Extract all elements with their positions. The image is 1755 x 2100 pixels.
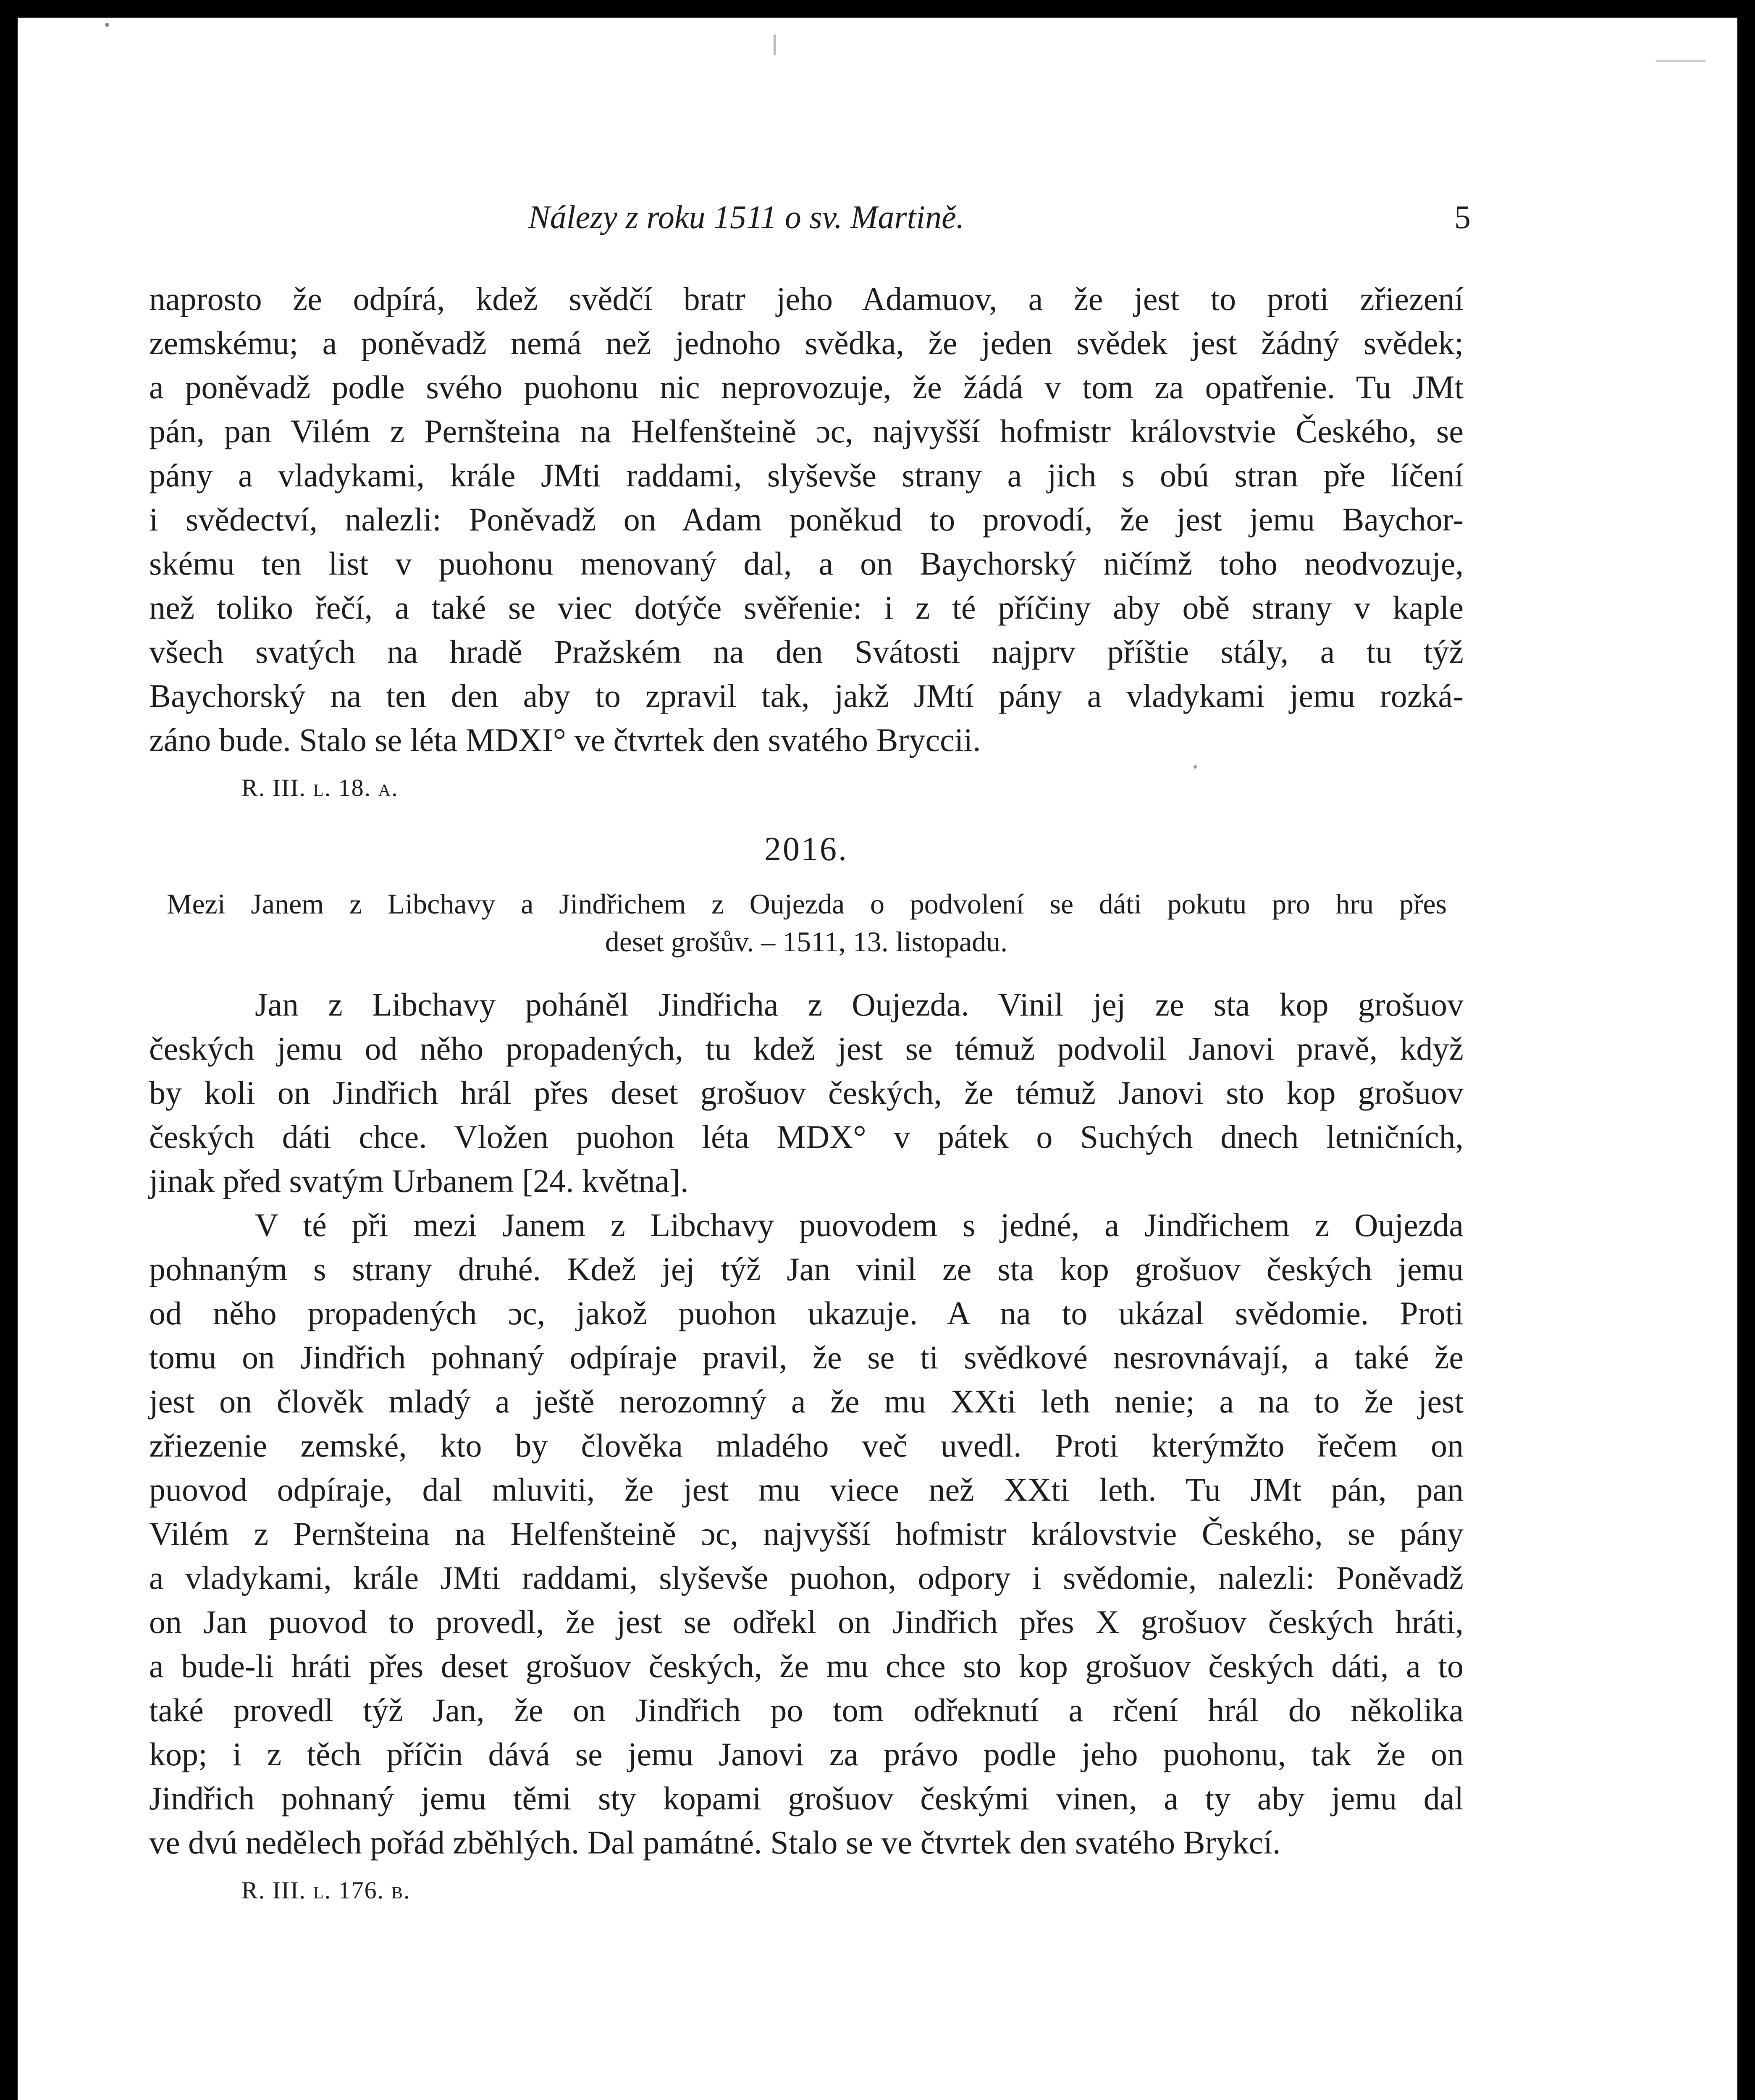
text-line: Jan z Libchavy poháněl Jindřicha z Oujezda. Vinil jej ze sta kop grošuov [255, 986, 1464, 1023]
text-line: pán, pan Vilém z Pernšteina na Helfenšteině ɔc, najvyšší hofmistr královstvie Českého, se [149, 413, 1464, 449]
text-line: on Jan puovod to provedl, že jest se odřekl on Jindřich přes X grošuov českých hráti, [149, 1604, 1464, 1640]
text-line: ve dvú nedělech pořád zběhlých. Dal památné. Stalo se ve čtvrtek den svatého Brykcí. [149, 1824, 1281, 1861]
text-line: také provedl týž Jan, že on Jindřich po tom odřeknutí a rčení hrál do několika [149, 1692, 1464, 1728]
scan-speck [774, 34, 776, 55]
text-line: českých jemu od něho propadených, tu kdež jest se témuž podvolil Janovi pravě, když [149, 1030, 1464, 1067]
text-line: než toliko řečí, a také se viec dotýče svěřenie: i z té příčiny aby obě strany v kaple [149, 589, 1464, 626]
text-line: V té při mezi Janem z Libchavy puovodem s jedné, a Jindřichem z Oujezda [255, 1207, 1464, 1243]
text-line: jest on člověk mladý a ještě nerozomný a že mu XXti leth nenie; a na to že jest [149, 1383, 1464, 1420]
text-line: kop; i z těch příčin dává se jemu Janovi za právo podle jeho puohonu, tak že on [149, 1736, 1464, 1772]
text-line: naprosto že odpírá, kdež svědčí bratr jeho Adamuov, a že jest to proti zřiezení [149, 281, 1464, 317]
text-line: a bude-li hráti přes deset grošuov českých, že mu chce sto kop grošuov českých dáti, a to [149, 1648, 1464, 1684]
text-line: puovod odpíraje, dal mluviti, že jest mu viece než XXti leth. Tu JMt pán, pan [149, 1471, 1464, 1508]
scan-speck [1655, 60, 1706, 62]
text-line: záno bude. Stalo se léta MDXI° ve čtvrtek den svatého Bryccii. [149, 722, 981, 758]
scan-speck [1194, 765, 1197, 769]
running-title: Nálezy z roku 1511 o sv. Martině. [528, 199, 965, 235]
scanned-page [18, 18, 1737, 2100]
text-line: a vladykami, krále JMti raddami, slyševše puohon, odpory i svědomie, nalezli: Poněvadž [149, 1559, 1464, 1596]
archive-reference: R. III. l. 176. b. [241, 1877, 411, 1904]
text-line: zřiezenie zemské, kto by člověka mladého več uvedl. Proti kterýmžto řečem on [149, 1427, 1464, 1464]
text-line: od něho propadených ɔc, jakož puohon ukazuje. A na to ukázal svědomie. Proti [149, 1295, 1464, 1331]
text-line: českých dáti chce. Vložen puohon léta MDX° v pátek o Suchých dnech letničních, [149, 1118, 1464, 1155]
archive-reference: R. III. l. 18. a. [241, 774, 399, 801]
text-line: Jindřich pohnaný jemu těmi sty kopami grošuov českými vinen, a ty aby jemu dal [149, 1780, 1464, 1816]
scan-speck [105, 23, 109, 27]
text-line: by koli on Jindřich hrál přes deset grošuov českých, že témuž Janovi sto kop grošuov [149, 1074, 1464, 1111]
regest-line: Mezi Janem z Libchavy a Jindřichem z Oujezda o podvolení se dáti pokutu pro hru přes [167, 888, 1447, 920]
text-line: zemskému; a poněvadž nemá než jednoho svědka, že jeden svědek jest žádný svědek; [149, 325, 1464, 361]
text-line: pány a vladykami, krále JMti raddami, slyševše strany a jich s obú stran pře líčení [149, 457, 1464, 494]
text-line: i svědectví, nalezli: Poněvadž on Adam poněkud to provodí, že jest jemu Baychor- [149, 501, 1464, 538]
text-line: a poněvadž podle svého puohonu nic neprovozuje, že žádá v tom za opatřenie. Tu JMt [149, 369, 1464, 405]
text-line: jinak před svatým Urbanem [24. května]. [149, 1163, 689, 1199]
page-number: 5 [1454, 199, 1471, 235]
text-line: tomu on Jindřich pohnaný odpíraje pravil, že se ti svědkové nesrovnávají, a také že [149, 1339, 1464, 1376]
text-line: pohnaným s strany druhé. Kdež jej týž Jan vinil ze sta kop grošuov českých jemu [149, 1251, 1464, 1287]
text-line: Vilém z Pernšteina na Helfenšteině ɔc, najvyšší hofmistr královstvie Českého, se pány [149, 1515, 1464, 1552]
document-number: 2016. [764, 831, 848, 868]
text-line: Baychorský na ten den aby to zpravil tak, jakž JMtí pány a vladykami jemu rozká- [149, 677, 1464, 714]
regest-line: deset grošův. – 1511, 13. listopadu. [605, 926, 1008, 958]
text-line: skému ten list v puohonu menovaný dal, a on Baychorský ničímž toho neodvozuje, [149, 545, 1464, 582]
text-line: všech svatých na hradě Pražském na den Svátosti najprv příštie stály, a tu týž [149, 633, 1464, 670]
